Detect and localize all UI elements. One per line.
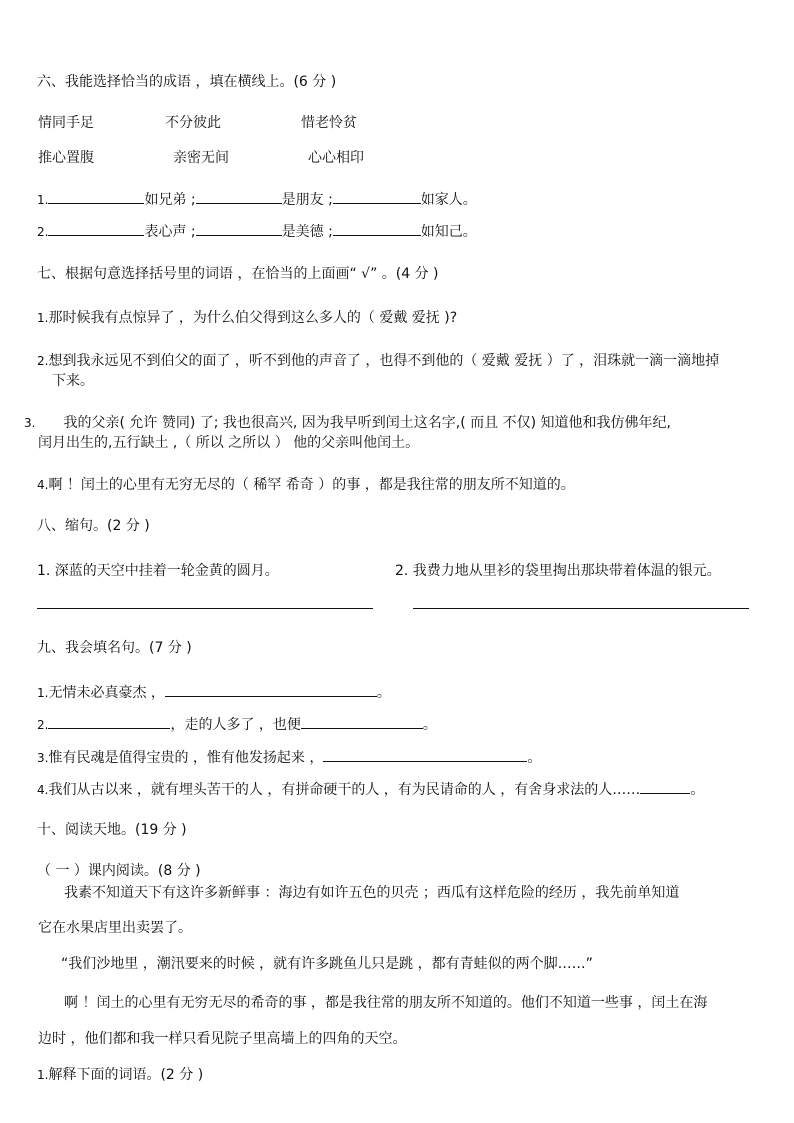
section-7-title: 七、根据句意选择括号里的词语 ，在恰当的上面画“ √” 。(4 分 ) xyxy=(37,266,439,282)
answer-blank[interactable] xyxy=(48,220,144,236)
question-number: 3. xyxy=(24,416,36,430)
answer-blank[interactable] xyxy=(640,778,690,794)
fill-text: 是美德 ; xyxy=(281,224,333,240)
question-10-1 xyxy=(37,1065,203,1085)
question-text-continued: 下来。 xyxy=(52,373,94,389)
question-number: 1. xyxy=(37,311,49,325)
idiom-option: 心心相印 xyxy=(308,150,364,166)
answer-blank[interactable] xyxy=(48,188,144,204)
question-9-4 xyxy=(37,778,704,800)
idiom-option: 不分彼此 xyxy=(165,115,221,131)
answer-blank[interactable] xyxy=(165,681,377,697)
section-10-title: 十、阅读天地。(19 分 ) xyxy=(37,822,187,838)
question-7-1 xyxy=(37,308,457,328)
question-text-continued: 闰月出生的,五行缺土 ,（ 所以 之所以 ） 他的父亲叫他闰土。 xyxy=(38,435,420,451)
question-number: 1. xyxy=(37,1068,49,1082)
question-9-1 xyxy=(37,681,391,703)
fill-text: 如兄弟 ; xyxy=(144,192,196,208)
passage-paragraph: “我们沙地里 ，潮汛要来的时候 ，就有许多跳鱼儿只是跳 ，都有青蛙似的两个脚……” xyxy=(61,956,593,972)
answer-line[interactable] xyxy=(37,608,373,609)
question-text: ，走的人多了 ，也便 xyxy=(170,717,301,733)
question-number: 2. xyxy=(37,354,49,368)
section-9-title: 九、我会填名句。(7 分 ) xyxy=(37,640,192,656)
answer-blank[interactable] xyxy=(196,188,282,204)
question-text: 想到我永远见不到伯父的面了 ，听不到他的声音了 ，也得不到他的（ 爱戴 爱抚 ）了 ，泪珠就一滴一滴地掉 xyxy=(48,353,720,369)
question-text: 解释下面的词语。(2 分 ) xyxy=(48,1067,204,1083)
idiom-option: 情同手足 xyxy=(38,115,94,131)
fill-text: 如家人。 xyxy=(420,192,477,208)
answer-blank[interactable] xyxy=(301,713,423,729)
question-text: 我的父亲( 允许 赞同) 了; 我也很高兴, 因为我早听到闰土这名字,( 而且 不仅) 知道他和我仿佛年纪, xyxy=(63,415,671,431)
question-text: 啊 ！闰土的心里有无穷无尽的（ 稀罕 希奇 ）的事 ，都是我往常的朋友所不知道的。 xyxy=(48,477,575,493)
section-8-title: 八、缩句。(2 分 ) xyxy=(37,518,150,534)
subsection-title: （ 一 ）课内阅读。(8 分 ) xyxy=(37,863,201,879)
idiom-option: 推心置腹 xyxy=(38,150,94,166)
idiom-option: 亲密无间 xyxy=(173,150,229,166)
question-number: 1. xyxy=(37,193,49,207)
question-number: 3. xyxy=(37,751,49,765)
question-9-3 xyxy=(37,746,541,768)
answer-blank[interactable] xyxy=(48,713,170,729)
question-number: 4. xyxy=(37,783,49,797)
section-6-title: 六、我能选择恰当的成语 ，填在横线上。(6 分 ) xyxy=(37,74,337,90)
fill-text: 表心声 ; xyxy=(144,224,196,240)
question-7-2 xyxy=(37,351,719,371)
question-7-4 xyxy=(37,475,575,495)
question-7-3 xyxy=(24,413,671,433)
idiom-option: 惜老怜贫 xyxy=(301,115,357,131)
question-8-2: 2. 我费力地从里衫的袋里掏出那块带着体温的银元。 xyxy=(395,563,721,579)
question-number: 4. xyxy=(37,478,49,492)
passage-paragraph: 啊 ！闰土的心里有无穷无尽的希奇的事 ，都是我往常的朋友所不知道的。他们不知道一些事 ，闰土在海 xyxy=(64,995,708,1011)
fill-line-1 xyxy=(37,188,477,210)
question-number: 1. xyxy=(37,686,49,700)
question-text: 。 xyxy=(376,685,391,701)
answer-blank[interactable] xyxy=(333,220,421,236)
question-number: 2. xyxy=(37,225,49,239)
answer-blank[interactable] xyxy=(196,220,282,236)
question-8-1: 1. 深蓝的天空中挂着一轮金黄的圆月。 xyxy=(37,563,279,579)
question-text: 。 xyxy=(690,782,705,798)
passage-paragraph: 我素不知道天下有这许多新鲜事 ：海边有如许五色的贝壳 ；西瓜有这样危险的经历 ，我先前单知道 xyxy=(64,885,680,901)
answer-blank[interactable] xyxy=(333,188,421,204)
question-text: 。 xyxy=(422,717,437,733)
question-text: 无情未必真豪杰 ， xyxy=(48,685,165,701)
question-number: 2. xyxy=(37,718,49,732)
passage-paragraph-continued: 它在水果店里出卖罢了。 xyxy=(38,920,192,936)
passage-paragraph-continued: 边时 ，他们都和我一样只看见院子里高墙上的四角的天空。 xyxy=(38,1031,407,1047)
question-9-2 xyxy=(37,713,437,735)
answer-line[interactable] xyxy=(413,608,749,609)
question-text: 惟有民魂是值得宝贵的 ，惟有他发扬起来 ， xyxy=(48,750,324,766)
answer-blank[interactable] xyxy=(323,746,527,762)
question-text: 我们从古以来 ，就有埋头苦干的人 ，有拼命硬干的人 ，有为民请命的人 ，有舍身求法的人…… xyxy=(48,782,641,798)
fill-text: 如知己。 xyxy=(420,224,477,240)
fill-text: 是朋友 ; xyxy=(281,192,333,208)
fill-line-2 xyxy=(37,220,477,242)
question-text: 那时候我有点惊异了 ，为什么伯父得到这么多人的（ 爱戴 爱抚 )? xyxy=(48,310,458,326)
question-text: 。 xyxy=(527,750,542,766)
